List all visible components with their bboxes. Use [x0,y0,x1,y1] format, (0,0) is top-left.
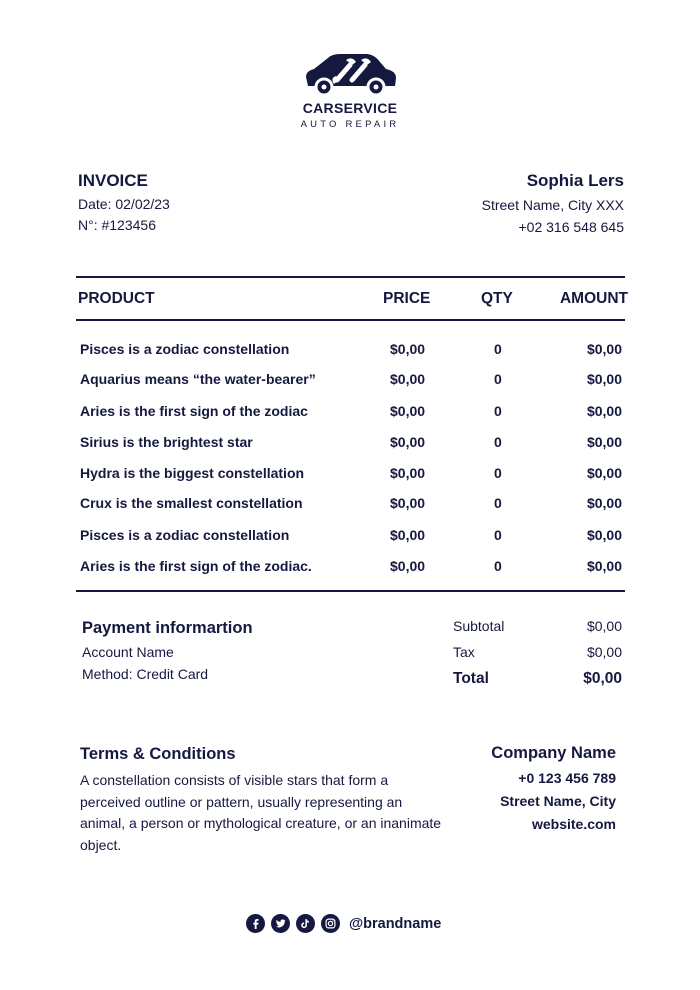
amount-cell: $0,00 [586,371,622,387]
amount-cell: $0,00 [586,558,622,574]
qty-cell: 0 [494,527,502,543]
table-row [0,371,700,391]
instagram-icon[interactable] [321,914,340,933]
brand-name: CARSERVICE [302,100,398,116]
total-label: Total [453,670,489,687]
qty-cell: 0 [494,371,502,387]
qty-cell: 0 [494,495,502,511]
qty-cell: 0 [494,558,502,574]
amount-cell: $0,00 [586,403,622,419]
header-bottom-rule [76,319,625,321]
brand-tagline: AUTO REPAIR [300,119,400,130]
tax-value: $0,00 [586,644,622,660]
payment-method: Method: Credit Card [82,666,209,682]
price-cell: $0,00 [390,527,426,543]
brand-handle[interactable]: @brandname [349,915,442,932]
price-cell: $0,00 [390,465,426,481]
table-row [0,465,700,485]
company-website[interactable]: website.com [531,816,616,832]
amount-cell: $0,00 [586,495,622,511]
terms-title: Terms & Conditions [80,745,236,763]
price-cell: $0,00 [390,341,426,357]
client-street: Street Name, City XXX [481,197,624,213]
payment-account: Account Name [82,644,174,660]
table-row [0,341,700,361]
total-row [453,670,622,696]
company-phone: +0 123 456 789 [518,770,616,786]
client-name: Sophia Lers [526,171,624,190]
facebook-icon[interactable] [246,914,265,933]
product-cell: Aquarius means “the water-bearer” [80,371,316,387]
qty-cell: 0 [494,434,502,450]
price-cell: $0,00 [390,403,426,419]
qty-cell: 0 [494,403,502,419]
product-cell: Aries is the first sign of the zodiac [80,403,308,419]
qty-cell: 0 [494,341,502,357]
product-cell: Pisces is a zodiac constellation [80,341,290,357]
tax-label: Tax [453,644,475,660]
amount-cell: $0,00 [586,434,622,450]
product-cell: Pisces is a zodiac constellation [80,527,290,543]
client-block [482,171,624,235]
client-phone: +02 316 548 645 [518,219,624,235]
subtotal-value: $0,00 [586,618,622,634]
table-row [0,558,700,578]
payment-title: Payment informartion [82,619,253,637]
subtotal-label: Subtotal [453,618,505,634]
company-street: Street Name, City [500,793,616,809]
payment-block [82,619,253,682]
table-top-rule [76,276,625,278]
table-row [0,434,700,454]
product-cell: Aries is the first sign of the zodiac. [80,558,312,574]
table-row [0,495,700,515]
tiktok-icon[interactable] [296,914,315,933]
price-cell: $0,00 [390,434,426,450]
invoice-block [78,171,170,233]
product-cell: Sirius is the brightest star [80,434,253,450]
price-cell: $0,00 [390,371,426,387]
twitter-icon[interactable] [271,914,290,933]
product-cell: Crux is the smallest constellation [80,495,303,511]
price-cell: $0,00 [390,495,426,511]
price-cell: $0,00 [390,558,426,574]
amount-cell: $0,00 [586,465,622,481]
header-product: PRODUCT [78,290,155,307]
car-wrench-icon [300,50,400,96]
invoice-title: INVOICE [78,171,148,190]
invoice-number: N°: #123456 [78,217,156,233]
amount-cell: $0,00 [586,527,622,543]
table-row [0,403,700,423]
header-amount: AMOUNT [559,290,628,307]
table-bottom-rule [76,590,625,592]
subtotal-row [453,618,622,644]
header-qty: QTY [481,290,513,307]
totals-block [453,618,622,696]
product-cell: Hydra is the biggest constellation [80,465,305,481]
table-row [0,527,700,547]
terms-text: A constellation consists of visible stars that form a perceived outline or pattern, usually representing an animal, a person or mythological creature, or an inanimate object. [80,772,442,853]
total-value: $0,00 [583,670,622,687]
amount-cell: $0,00 [586,341,622,357]
social-bar [246,914,441,933]
invoice-date: Date: 02/02/23 [78,196,170,212]
brand-logo [290,50,410,130]
qty-cell: 0 [494,465,502,481]
company-block [491,744,616,832]
tax-row [453,644,622,670]
header-price: PRICE [383,290,431,307]
company-name: Company Name [491,744,616,762]
